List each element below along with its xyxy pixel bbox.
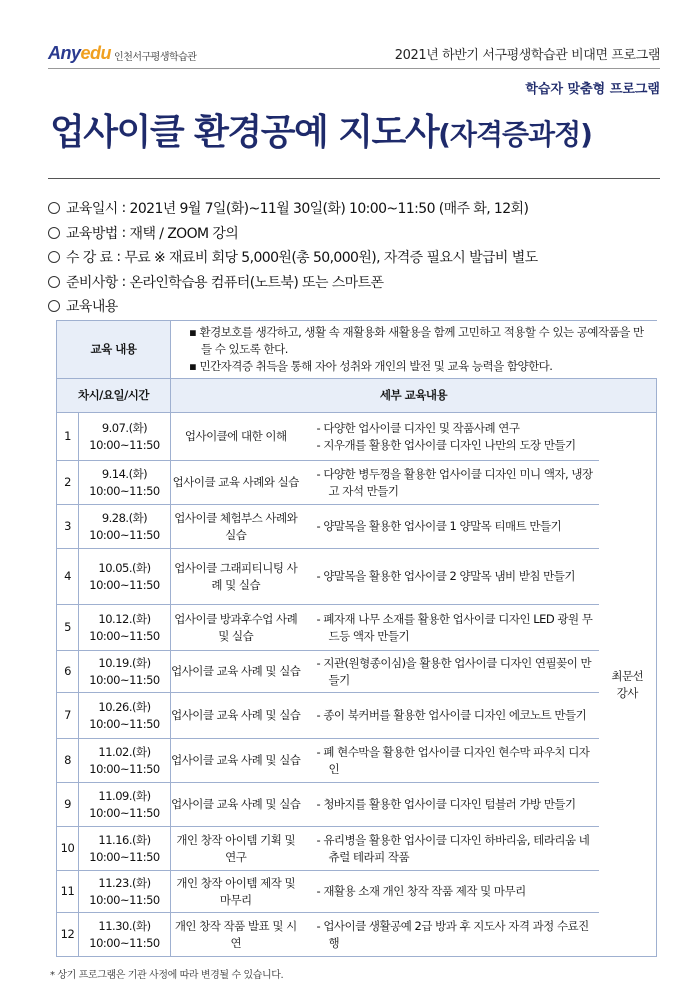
session-detail: - 지관(원형종이심)을 활용한 업사이클 디자인 연필꽂이 만들기 — [301, 651, 599, 693]
circle-bullet-icon — [48, 227, 60, 239]
session-no: 8 — [57, 739, 79, 783]
session-datetime: 11.02.(화) 10:00~11:50 — [79, 739, 171, 783]
schedule-table — [56, 320, 657, 957]
session-topic: 개인 창작 작품 발표 및 시연 — [171, 913, 301, 957]
session-detail: - 다양한 병두껑을 활용한 업사이클 디자인 미니 액자, 냉장고 자석 만들기 — [301, 461, 599, 505]
session-datetime: 11.09.(화) 10:00~11:50 — [79, 783, 171, 827]
footer-note: * 상기 프로그램은 기관 사정에 따라 변경될 수 있습니다. — [50, 970, 284, 981]
info-list — [48, 196, 668, 319]
table-row — [57, 827, 657, 871]
content-bullets — [171, 321, 657, 379]
session-topic: 업사이클 그래피티니팅 사례 및 실습 — [171, 549, 301, 605]
table-row — [57, 739, 657, 783]
session-detail: - 재활용 소재 개인 창작 작품 제작 및 마무리 — [301, 871, 599, 913]
session-topic: 업사이클에 대한 이해 — [171, 413, 301, 461]
info-row-content: 교육내용 — [48, 294, 668, 319]
session-no: 2 — [57, 461, 79, 505]
session-datetime: 11.23.(화) 10:00~11:50 — [79, 871, 171, 913]
session-topic: 업사이클 교육 사례 및 실습 — [171, 651, 301, 693]
session-datetime: 9.28.(화) 10:00~11:50 — [79, 505, 171, 549]
column-header-row — [57, 379, 657, 413]
session-datetime: 11.16.(화) 10:00~11:50 — [79, 827, 171, 871]
table-row — [57, 783, 657, 827]
circle-bullet-icon — [48, 276, 60, 288]
session-detail: - 양말목을 활용한 업사이클 1 양말목 티매트 만들기 — [301, 505, 599, 549]
lecturer: 최문선 강사 — [599, 413, 657, 957]
content-bullet: ▪ 민간자격증 취득을 통해 자아 성취와 개인의 발전 및 교육 능력을 함양한다. — [189, 358, 553, 373]
circle-bullet-icon — [48, 251, 60, 263]
session-datetime: 10.12.(화) 10:00~11:50 — [79, 605, 171, 651]
session-topic: 개인 창작 아이템 기획 및 연구 — [171, 827, 301, 871]
session-detail: - 종이 북커버를 활용한 업사이클 디자인 에코노트 만들기 — [301, 693, 599, 739]
col-detail-header: 세부 교육내용 — [171, 379, 657, 413]
table-row — [57, 461, 657, 505]
session-datetime: 10.05.(화) 10:00~11:50 — [79, 549, 171, 605]
header-divider — [48, 68, 660, 69]
session-topic: 업사이클 체험부스 사례와 실습 — [171, 505, 301, 549]
session-no: 12 — [57, 913, 79, 957]
session-datetime: 10.19.(화) 10:00~11:50 — [79, 651, 171, 693]
info-row-method: 교육방법 : 재택 / ZOOM 강의 — [48, 221, 668, 246]
table-row — [57, 913, 657, 957]
circle-bullet-icon — [48, 202, 60, 214]
session-datetime: 10.26.(화) 10:00~11:50 — [79, 693, 171, 739]
session-detail: - 업사이클 생활공예 2급 방과 후 지도사 자격 과정 수료진행 — [301, 913, 599, 957]
logo-brand: Anyedu — [48, 42, 112, 63]
session-no: 1 — [57, 413, 79, 461]
info-row-fee: 수 강 료 : 무료 ※ 재료비 회당 5,000원(총 50,000원), 자격증 필요시 발급비 별도 — [48, 245, 668, 270]
session-detail: - 폐자재 나무 소재를 활용한 업사이클 디자인 LED 광원 무드등 액자 만들기 — [301, 605, 599, 651]
session-topic: 업사이클 교육 사례와 실습 — [171, 461, 301, 505]
table-row — [57, 651, 657, 693]
session-detail: - 양말목을 활용한 업사이클 2 양말목 냄비 받침 만들기 — [301, 549, 599, 605]
session-datetime: 9.14.(화) 10:00~11:50 — [79, 461, 171, 505]
session-topic: 업사이클 교육 사례 및 실습 — [171, 693, 301, 739]
title-divider — [48, 178, 660, 179]
table-row — [57, 871, 657, 913]
logo-org-name: 인천서구평생학습관 — [114, 51, 197, 63]
session-topic: 업사이클 방과후수업 사례 및 실습 — [171, 605, 301, 651]
circle-bullet-icon — [48, 300, 60, 312]
session-no: 10 — [57, 827, 79, 871]
info-row-date: 교육일시 : 2021년 9월 7일(화)~11월 30일(화) 10:00~11:50 (매주 화, 12회) — [48, 196, 668, 221]
session-no: 5 — [57, 605, 79, 651]
table-row — [57, 605, 657, 651]
content-label: 교육 내용 — [57, 321, 171, 379]
info-row-prep: 준비사항 : 온라인학습용 컴퓨터(노트북) 또는 스마트폰 — [48, 270, 668, 295]
session-no: 4 — [57, 549, 79, 605]
session-topic: 업사이클 교육 사례 및 실습 — [171, 783, 301, 827]
session-detail: - 유리병을 활용한 업사이클 디자인 하바리움, 테라리움 네츄럴 테라피 작품 — [301, 827, 599, 871]
col-session-header: 차시/요일/시간 — [57, 379, 171, 413]
session-detail: - 폐 현수막을 활용한 업사이클 디자인 현수막 파우치 디자인 — [301, 739, 599, 783]
content-row — [57, 321, 657, 379]
session-detail: - 청바지를 활용한 업사이클 디자인 텀블러 가방 만들기 — [301, 783, 599, 827]
session-no: 9 — [57, 783, 79, 827]
program-line: 2021년 하반기 서구평생학습관 비대면 프로그램 — [394, 48, 660, 63]
page-title: 업사이클 환경공예 지도사(자격증과정) — [50, 112, 592, 153]
logo — [48, 42, 196, 64]
session-datetime: 11.30.(화) 10:00~11:50 — [79, 913, 171, 957]
sub-program: 학습자 맞춤형 프로그램 — [525, 82, 660, 97]
session-no: 3 — [57, 505, 79, 549]
session-no: 11 — [57, 871, 79, 913]
session-topic: 개인 창작 아이템 제작 및 마무리 — [171, 871, 301, 913]
session-no: 6 — [57, 651, 79, 693]
session-no: 7 — [57, 693, 79, 739]
table-row — [57, 505, 657, 549]
table-row — [57, 413, 657, 461]
content-bullet: ▪ 환경보호를 생각하고, 생활 속 재활용화 새활용을 함께 고민하고 적용할 수 있는 공예작품을 만들 수 있도록 한다. — [189, 325, 644, 357]
session-topic: 업사이클 교육 사례 및 실습 — [171, 739, 301, 783]
session-datetime: 9.07.(화) 10:00~11:50 — [79, 413, 171, 461]
table-row — [57, 549, 657, 605]
session-detail: - 다양한 업사이클 디자인 및 작품사례 연구 - 지우개를 활용한 업사이클 디자인 나만의 도장 만들기 — [301, 413, 599, 461]
table-row — [57, 693, 657, 739]
